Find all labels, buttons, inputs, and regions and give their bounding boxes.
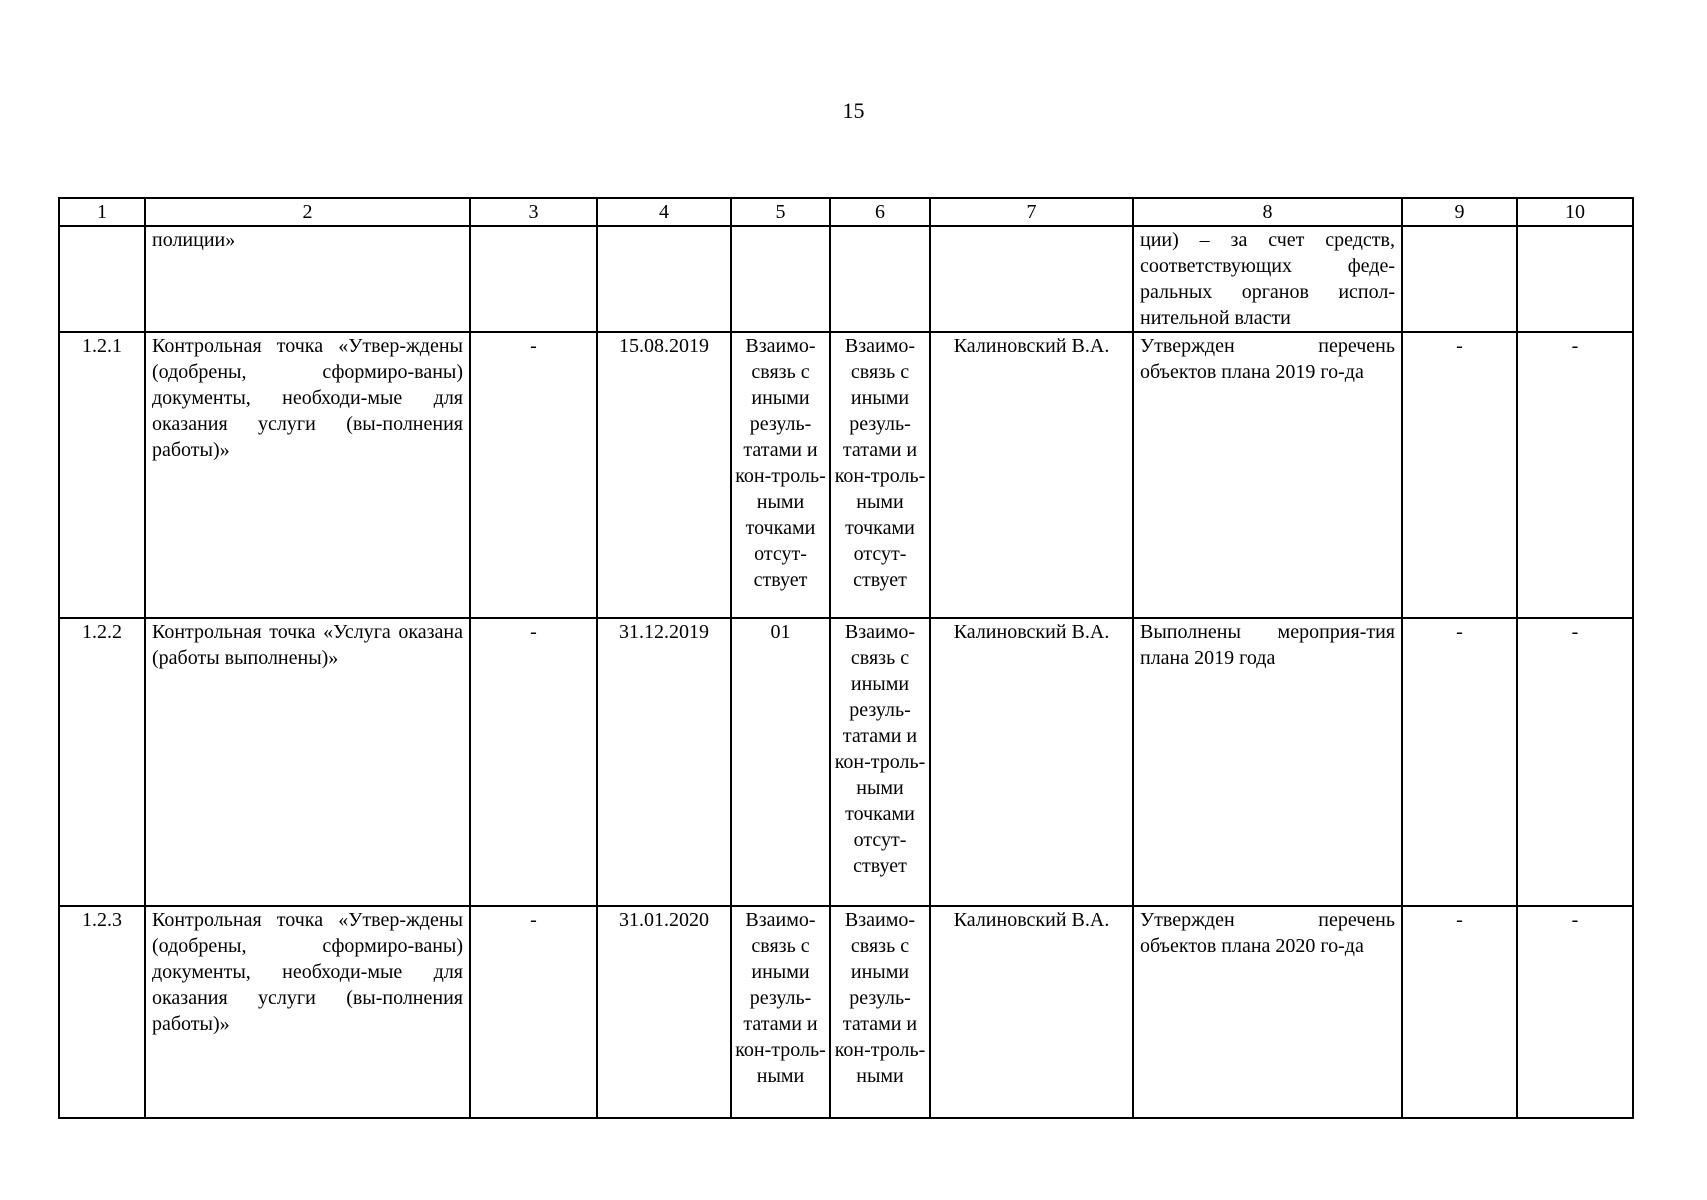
cell-name: Контрольная точка «Утвер-ждены (одобрены, сформиро-ваны) документы, необходи-мые для оказания услуги (вы-полнения работы)» [145,906,470,1118]
page-number: 15 [842,98,865,123]
cell-responsible: Калиновский В.А. [930,332,1133,618]
column-header: 8 [1133,198,1402,226]
cell-col10: - [1517,332,1633,618]
cell-name: Контрольная точка «Услуга оказана (работы выполнены)» [145,618,470,906]
cell-col3: - [470,618,597,906]
cell-col6 [830,226,930,332]
cell-date [597,226,731,332]
cell-col5: 01 [731,618,830,906]
cell-col3 [470,226,597,332]
cell-col3: - [470,906,597,1118]
header-row [59,198,1633,226]
cell-responsible: Калиновский В.А. [930,906,1133,1118]
column-header: 9 [1402,198,1517,226]
cell-result: ции) – за счет средств, соответствующих феде-ральных органов испол-нительной власти [1133,226,1402,332]
column-header: 6 [830,198,930,226]
cell-result: Утвержден перечень объектов плана 2019 го-да [1133,332,1402,618]
cell-col10: - [1517,906,1633,1118]
cell-number: 1.2.1 [59,332,145,618]
column-header: 4 [597,198,731,226]
column-header: 1 [59,198,145,226]
table-row [59,906,1633,1118]
table-row [59,332,1633,618]
cell-name: полиции» [145,226,470,332]
cell-date: 31.12.2019 [597,618,731,906]
cell-col6: Взаимо-связь с иными резуль-татами и кон-троль-ными точками отсут-ствует [830,618,930,906]
cell-col9: - [1402,332,1517,618]
column-header: 7 [930,198,1133,226]
cell-col9: - [1402,618,1517,906]
plan-table [58,197,1634,1119]
cell-number [59,226,145,332]
cell-responsible [930,226,1133,332]
cell-date: 31.01.2020 [597,906,731,1118]
cell-result: Утвержден перечень объектов плана 2020 го-да [1133,906,1402,1118]
cell-number: 1.2.3 [59,906,145,1118]
cell-col10: - [1517,618,1633,906]
cell-col5 [731,226,830,332]
continuation-row [59,226,1633,332]
cell-col5: Взаимо-связь с иными резуль-татами и кон-троль-ными [731,906,830,1118]
column-header: 10 [1517,198,1633,226]
cell-col10 [1517,226,1633,332]
column-header: 5 [731,198,830,226]
cell-col3: - [470,332,597,618]
cell-col9: - [1402,906,1517,1118]
column-header: 2 [145,198,470,226]
cell-number: 1.2.2 [59,618,145,906]
cell-date: 15.08.2019 [597,332,731,618]
cell-col6: Взаимо-связь с иными резуль-татами и кон-троль-ными [830,906,930,1118]
column-header: 3 [470,198,597,226]
cell-col9 [1402,226,1517,332]
cell-col5: Взаимо-связь с иными резуль-татами и кон-троль-ными точками отсут-ствует [731,332,830,618]
cell-name: Контрольная точка «Утвер-ждены (одобрены, сформиро-ваны) документы, необходи-мые для оказания услуги (вы-полнения работы)» [145,332,470,618]
cell-result: Выполнены мероприя-тия плана 2019 года [1133,618,1402,906]
table-row [59,618,1633,906]
cell-col6: Взаимо-связь с иными резуль-татами и кон-троль-ными точками отсут-ствует [830,332,930,618]
cell-responsible: Калиновский В.А. [930,618,1133,906]
